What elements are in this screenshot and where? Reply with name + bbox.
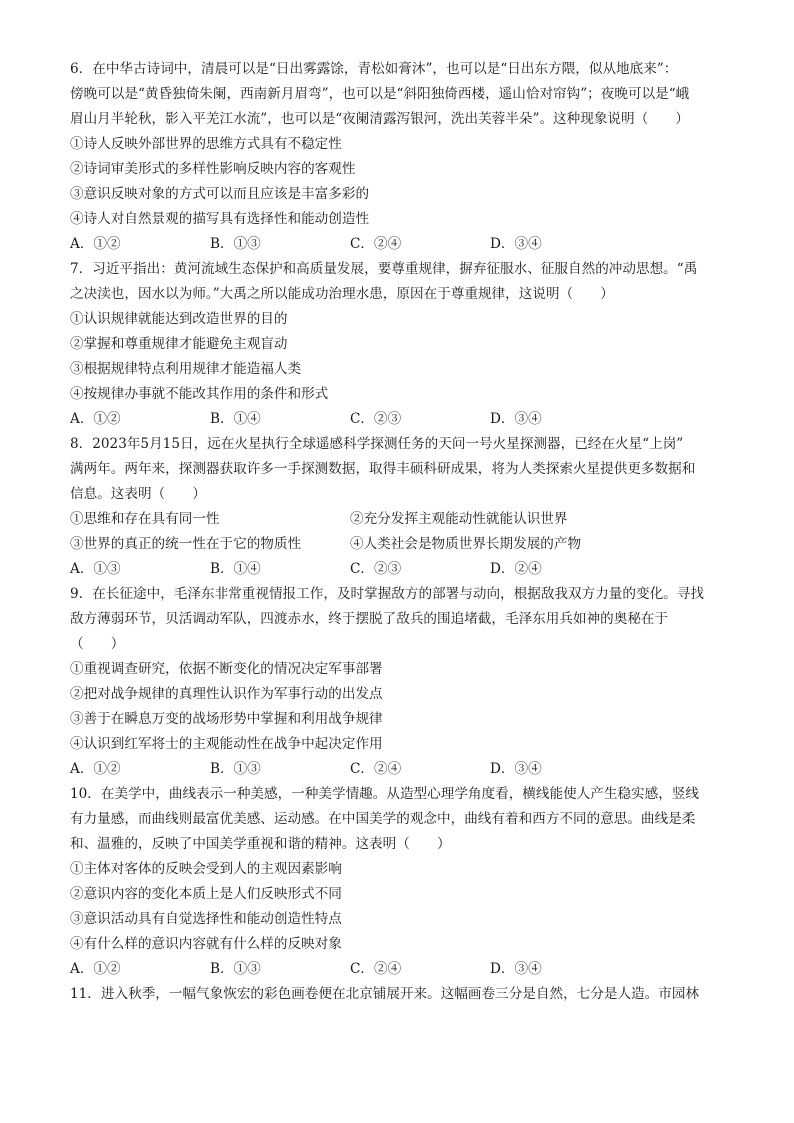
question-10 [70, 782, 725, 982]
statement-option: ③意识反映对象的方式可以而且应该是丰富多彩的 [70, 186, 370, 202]
question-stem-line: 敌方薄弱环节，贝活调动军队，四渡赤水，终于摆脱了敌兵的围追堵截，毛泽东用兵如神的奥秘在于 [70, 611, 669, 627]
statement-option: ②把对战争规律的真理性认识作为军事行动的出发点 [70, 686, 383, 702]
question-7 [70, 257, 725, 432]
answer-choices [70, 557, 725, 582]
answer-choices [70, 957, 725, 982]
statement-option: ②诗词审美形式的多样性影响反映内容的客观性 [70, 161, 356, 177]
answer-choices [70, 757, 725, 782]
question-stem-line: 9．在长征途中，毛泽东非常重视情报工作，及时掌握敌方的部署与动向，根据敌我双方力量的变化。寻找 [70, 586, 704, 602]
choice-d: D．③④ [490, 411, 542, 427]
question-stem-line: 眉山月半轮秋，影入平羌江水流”，也可以是“夜阑清露泻银河，洗出芙蓉半朵”。这种现象说明（ ） [70, 111, 689, 127]
statement-option: ①重视调查研究，依据不断变化的情况决定军事部署 [70, 661, 383, 677]
choice-d: D．②④ [490, 561, 542, 577]
choice-d: D．③④ [490, 761, 542, 777]
exam-page [70, 57, 725, 1007]
question-stem-line: 信息。这表明（ ） [70, 486, 206, 502]
statement-option: ④人类社会是物质世界长期发展的产物 [350, 536, 582, 552]
choice-a: A．①② [70, 961, 121, 977]
answer-choices [70, 407, 725, 432]
question-stem-line: 10．在美学中，曲线表示一种美感，一种美学情趣。从造型心理学角度看，横线能使人产生稳实感，竖线 [70, 786, 700, 802]
statement-option: ④认识到红军将士的主观能动性在战争中起决定作用 [70, 736, 383, 752]
choice-c: C．②④ [350, 761, 402, 777]
statement-option-row [70, 507, 725, 532]
statement-option-row [70, 532, 725, 557]
question-stem-line: 和、温雅的，反映了中国美学重视和谐的精神。这表明（ ） [70, 836, 451, 852]
statement-option: ②意识内容的变化本质上是人们反映形式不同 [70, 886, 342, 902]
choice-b: B．①③ [210, 961, 261, 977]
question-8 [70, 432, 725, 582]
choice-a: A．①② [70, 236, 121, 252]
statement-option: ④按规律办事就不能改其作用的条件和形式 [70, 386, 329, 402]
question-stem-line: 7．习近平指出：黄河流域生态保护和高质量发展，要尊重规律，摒弃征服水、征服自然的冲动思想。“禹 [70, 261, 698, 277]
statement-option: ③意识活动具有自觉选择性和能动创造性特点 [70, 911, 342, 927]
question-6 [70, 57, 725, 257]
choice-d: D．③④ [490, 961, 542, 977]
choice-b: B．①④ [210, 411, 261, 427]
choice-c: C．②④ [350, 961, 402, 977]
question-stem-line: 6．在中华古诗词中，清晨可以是“日出雾露馀，青松如膏沐”，也可以是“日出东方隈，似从地底来”： [70, 61, 678, 77]
question-9 [70, 582, 725, 782]
statement-option: ③善于在瞬息万变的战场形势中掌握和利用战争规律 [70, 711, 383, 727]
choice-c: C．②④ [350, 236, 402, 252]
statement-option: ④诗人对自然景观的描写具有选择性和能动创造性 [70, 211, 370, 227]
choice-b: B．①④ [210, 561, 261, 577]
choice-b: B．①③ [210, 236, 261, 252]
statement-option: ①主体对客体的反映会受到人的主观因素影响 [70, 861, 342, 877]
choice-a: A．①③ [70, 561, 121, 577]
statement-option: ①诗人反映外部世界的思维方式具有不稳定性 [70, 136, 342, 152]
question-stem-line: 8．2023年5月15日，远在火星执行全球遥感科学探测任务的天问一号火星探测器，已经在火星“上岗” [70, 436, 684, 452]
choice-d: D．③④ [490, 236, 542, 252]
question-stem-line: 有力量感，而曲线则最富优美感、运动感。在中国美学的观念中，曲线有着和西方不同的意思。曲线是柔 [70, 811, 696, 827]
answer-choices [70, 232, 725, 257]
question-stem-line: 11．进入秋季，一幅气象恢宏的彩色画卷便在北京铺展开来。这幅画卷三分是自然，七分是人造。市园林 [70, 986, 700, 1002]
statement-option: ③世界的真正的统一性在于它的物质性 [70, 536, 302, 552]
choice-b: B．①③ [210, 761, 261, 777]
statement-option: ④有什么样的意识内容就有什么样的反映对象 [70, 936, 342, 952]
question-11 [70, 982, 725, 1007]
choice-a: A．①② [70, 411, 121, 427]
statement-option: ③根据规律特点利用规律才能造福人类 [70, 361, 302, 377]
choice-c: C．②③ [350, 411, 402, 427]
question-stem-line: 满两年。两年来，探测器获取许多一手探测数据，取得丰硕科研成果，将为人类探索火星提供更多数据和 [70, 461, 696, 477]
statement-option: ①认识规律就能达到改造世界的目的 [70, 311, 288, 327]
question-stem-line: （ ） [70, 636, 125, 652]
choice-a: A．①② [70, 761, 121, 777]
question-stem-line: 之决渎也，因水以为师。”大禹之所以能成功治理水患，原因在于尊重规律，这说明（ ） [70, 286, 614, 302]
question-stem-line: 傍晚可以是“黄昏独倚朱阑，西南新月眉弯”，也可以是“斜阳独倚西楼，遥山恰对帘钩”；夜晚可以是“峨 [70, 86, 690, 102]
choice-c: C．②③ [350, 561, 402, 577]
statement-option: ①思维和存在具有同一性 [70, 511, 220, 527]
statement-option: ②掌握和尊重规律才能避免主观盲动 [70, 336, 288, 352]
statement-option: ②充分发挥主观能动性就能认识世界 [350, 511, 568, 527]
